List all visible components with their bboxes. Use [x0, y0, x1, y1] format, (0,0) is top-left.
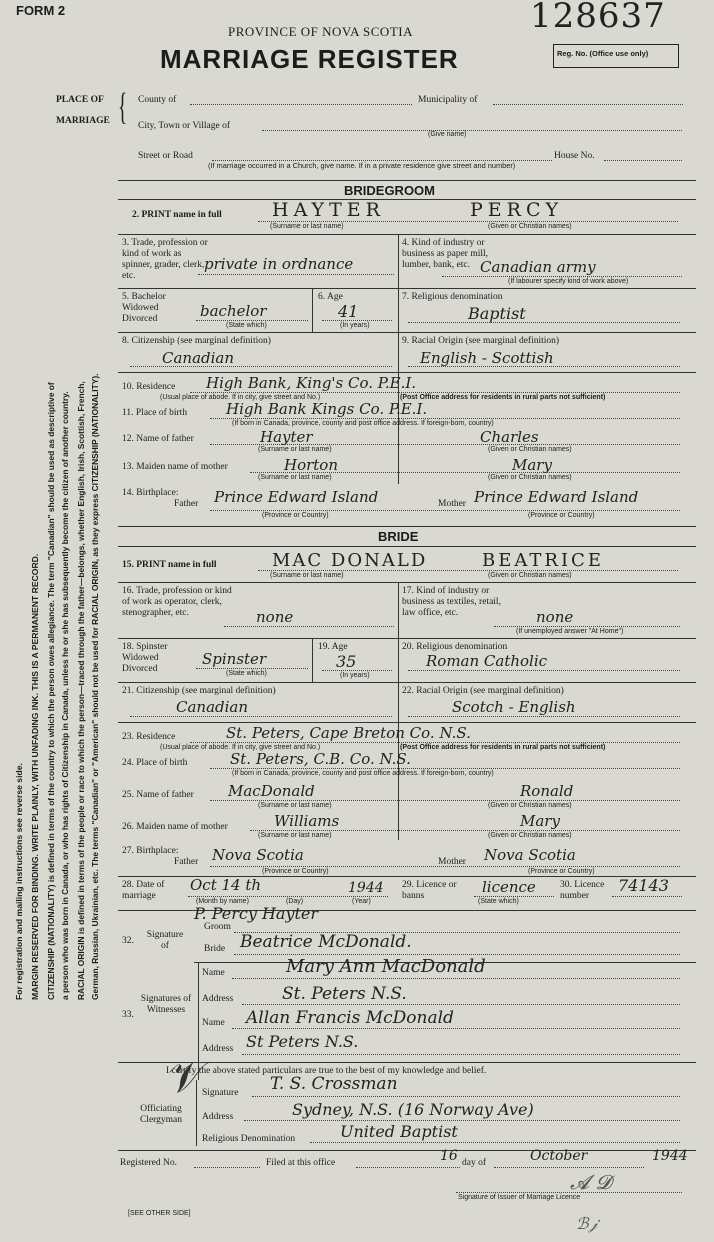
- clergy-signature-label: Signature: [202, 1088, 239, 1098]
- groom-sig-label: Groom: [204, 922, 231, 932]
- f24-label: 24. Place of birth: [122, 758, 188, 768]
- house-no-label: House No.: [554, 151, 595, 161]
- bride-mother-surname-caption: (Surname or last name): [258, 832, 332, 839]
- reg-no-label: Reg. No. (Office use only): [557, 49, 649, 58]
- bride-father-given-caption: (Given or Christian names): [488, 802, 572, 809]
- clergy-denomination: United Baptist: [340, 1122, 458, 1141]
- groom-given: PERCY: [470, 199, 564, 221]
- groom-religion: Baptist: [468, 304, 526, 323]
- bride-given: BEATRICE: [482, 550, 604, 571]
- f8-label: 8. Citizenship (see marginal definition): [122, 336, 271, 346]
- give-name-caption: (Give name): [428, 131, 467, 138]
- bride-mother-given-caption: (Given or Christian names): [488, 832, 572, 839]
- margin-racial-def-2: German, Russian, Ukrainian, etc. The terms "Canadian" or "American" should not be used for RACIAL ORIGIN, as they express CITIZENSHIP (NATIONALITY).: [90, 373, 100, 1000]
- groom-surname-caption: (Surname or last name): [270, 223, 344, 230]
- bride-father-given: Ronald: [520, 782, 574, 800]
- f28-label: 28. Date of marriage: [122, 880, 165, 901]
- bride-sig-label: Bride: [204, 944, 226, 954]
- father-given-caption: (Given or Christian names): [488, 446, 572, 453]
- f17-caption: (If unemployed answer "At Home"): [516, 628, 624, 635]
- f4-label: 4. Kind of industry or business as paper mill, lumber, bank, etc.: [402, 238, 489, 270]
- mother-surname-caption: (Surname or last name): [258, 474, 332, 481]
- f27-label: 27. Birthplace:: [122, 846, 179, 856]
- bride-surname-caption: (Surname or last name): [270, 572, 344, 579]
- witness1-name: Mary Ann MacDonald: [286, 956, 486, 977]
- f29-label: 29. Licence or banns: [402, 880, 457, 901]
- margin-racial-def: RACIAL ORIGIN is defined in terms of the people or race to which the person—traced through the father—belongs, whether English, Irish, Scottish, French,: [76, 381, 86, 1000]
- county-label: County of: [138, 95, 177, 105]
- groom-status: bachelor: [200, 302, 267, 320]
- father-bp-caption: (Province or Country): [262, 512, 329, 519]
- clergy-den-label: Religious Denomination: [202, 1134, 296, 1144]
- f14-father-word: Father: [174, 499, 199, 509]
- page-title: MARRIAGE REGISTER: [160, 44, 459, 74]
- residence-caption-b: (Post Office address for residents in rural parts not sufficient): [400, 394, 606, 401]
- bride-mother-surname: Williams: [274, 812, 340, 830]
- brace: {: [118, 86, 128, 128]
- bride-age: 35: [336, 652, 357, 671]
- bride-father-birthplace: Nova Scotia: [212, 846, 304, 864]
- groom-signature: P. Percy Hayter: [194, 904, 319, 923]
- bride-heading: BRIDE: [378, 529, 419, 544]
- f5-label: 5. Bachelor Widowed Divorced: [122, 292, 166, 324]
- marriage-label: MARRIAGE: [56, 116, 110, 126]
- form-label: FORM 2: [16, 3, 66, 18]
- bride-residence-caption-b: (Post Office address for residents in rural parts not sufficient): [400, 744, 606, 751]
- bride-industry: none: [536, 608, 574, 626]
- groom-industry: Canadian army: [480, 258, 596, 276]
- w1-address-label: Address: [202, 994, 234, 1004]
- clergy-address: Sydney, N.S. (16 Norway Ave): [292, 1100, 534, 1119]
- registered-no-label: Registered No.: [120, 1158, 177, 1168]
- groom-citizenship: Canadian: [162, 349, 235, 367]
- birth-caption: (If born in Canada, province, county and post office address. If foreign-born, country): [232, 420, 494, 427]
- margin-citizenship-def-2: a person who was born in Canada, or who has rights of Citizenship in Canada, unless he or she has subsequently become the citizen of another country.: [60, 391, 70, 1000]
- municipality-label: Municipality of: [418, 95, 478, 105]
- bride-given-caption: (Given or Christian names): [488, 572, 572, 579]
- bride-birth-caption: (If born in Canada, province, county and post office address. If foreign-born, country): [232, 770, 494, 777]
- bride-father-surname-caption: (Surname or last name): [258, 802, 332, 809]
- f21-label: 21. Citizenship (see marginal definition): [122, 686, 276, 696]
- f3-label: 3. Trade, profession or kind of work as spinner, grader, clerk, etc.: [122, 238, 208, 281]
- bride-birthplace: St. Peters, C.B. Co. N.S.: [230, 750, 411, 768]
- f32-number: 32.: [122, 936, 134, 946]
- certify-text: I certify the above stated particulars are true to the best of my knowledge and belief.: [166, 1066, 487, 1076]
- witness2-name: Allan Francis McDonald: [246, 1008, 454, 1028]
- bride-racial: Scotch - English: [452, 698, 576, 716]
- mother-given-caption: (Given or Christian names): [488, 474, 572, 481]
- residence-caption: (Usual place of abode. If in city, give street and No.): [160, 394, 321, 401]
- f20-label: 20. Religious denomination: [402, 642, 508, 652]
- f25-label: 25. Name of father: [122, 790, 194, 800]
- margin-binding-note: MARGIN RESERVED FOR BINDING. WRITE PLAINLY, WITH UNFADING INK. THIS IS A PERMANENT RECORD.: [30, 553, 40, 1000]
- witness1-address: St. Peters N.S.: [282, 984, 407, 1004]
- filed-label: Filed at this office: [266, 1158, 336, 1168]
- father-surname-caption: (Surname or last name): [258, 446, 332, 453]
- groom-mother-surname: Horton: [284, 456, 339, 474]
- see-other-side: [SEE OTHER SIDE]: [128, 1210, 191, 1217]
- f27-father-word: Father: [174, 857, 199, 867]
- city-label: City, Town or Village of: [138, 121, 230, 131]
- bride-mother-bp-caption: (Province or Country): [528, 868, 595, 875]
- place-of-label: PLACE OF: [56, 95, 104, 105]
- clergy-address-label: Address: [202, 1112, 234, 1122]
- bride-age-caption: (In years): [340, 672, 370, 679]
- groom-father-given: Charles: [480, 428, 539, 446]
- register-number: 128637: [530, 0, 666, 36]
- mother-bp-caption: (Province or Country): [528, 512, 595, 519]
- groom-given-caption: (Given or Christian names): [488, 223, 572, 230]
- f23-label: 23. Residence: [122, 732, 176, 742]
- bridegroom-heading: BRIDEGROOM: [344, 183, 435, 198]
- f18-label: 18. Spinster Widowed Divorced: [122, 642, 168, 674]
- groom-racial: English - Scottish: [420, 349, 554, 367]
- licence-number: 74143: [618, 876, 669, 895]
- marriage-year: 1944: [348, 880, 384, 896]
- f10-label: 10. Residence: [122, 382, 176, 392]
- f7-label: 7. Religious denomination: [402, 292, 503, 302]
- bride-residence: St. Peters, Cape Breton Co. N.S.: [226, 724, 471, 742]
- reg-no-box: [553, 44, 679, 68]
- f2-label: 2. PRINT name in full: [132, 210, 222, 220]
- f30-label: 30. Licence number: [560, 880, 605, 901]
- groom-trade: private in ordnance: [204, 255, 354, 273]
- groom-mother-birthplace: Prince Edward Island: [474, 488, 639, 506]
- bride-trade: none: [256, 608, 294, 626]
- bride-status: Spinster: [202, 650, 267, 668]
- bride-surname: MAC DONALD: [272, 550, 428, 571]
- margin-instructions: For registration and mailing instructions see reverse side.: [14, 763, 24, 1000]
- bride-father-bp-caption: (Province or Country): [262, 868, 329, 875]
- clergy-initial-mark: 𝒱: [168, 1052, 205, 1103]
- groom-age: 41: [338, 302, 359, 321]
- licence-or-banns: licence: [482, 878, 536, 896]
- filed-month: October: [530, 1148, 588, 1164]
- bride-status-caption: (State which): [226, 670, 267, 677]
- f13-label: 13. Maiden name of mother: [122, 462, 228, 472]
- f33-number: 33.: [122, 1010, 134, 1020]
- day-caption: (Day): [286, 898, 304, 905]
- f32-label: Signature of: [146, 930, 184, 951]
- witness-label: Signatures of Witnesses: [140, 994, 192, 1015]
- f14-mother-word: Mother: [438, 499, 466, 509]
- street-label: Street or Road: [138, 151, 193, 161]
- groom-status-caption: (State which): [226, 322, 267, 329]
- f6-label: 6. Age: [318, 292, 343, 302]
- f15-label: 15. PRINT name in full: [122, 560, 217, 570]
- month-caption: (Month by name): [196, 898, 249, 905]
- groom-age-caption: (In years): [340, 322, 370, 329]
- issuer-caption: Signature of Issuer of Marriage Licence: [458, 1194, 581, 1201]
- state-caption: (State which): [478, 898, 519, 905]
- witness2-address: St Peters N.S.: [246, 1032, 359, 1051]
- groom-surname: HAYTER: [272, 199, 385, 221]
- groom-father-surname: Hayter: [260, 428, 313, 446]
- marriage-month-day: Oct 14 th: [190, 876, 262, 894]
- f26-label: 26. Maiden name of mother: [122, 822, 228, 832]
- f14-label: 14. Birthplace:: [122, 488, 179, 498]
- day-of-label: day of: [462, 1158, 487, 1168]
- bride-residence-caption: (Usual place of abode. If in city, give street and No.): [160, 744, 321, 751]
- groom-mother-given: Mary: [512, 456, 552, 474]
- f11-label: 11. Place of birth: [122, 408, 188, 418]
- groom-birthplace: High Bank Kings Co. P.E.I.: [226, 400, 428, 418]
- groom-residence: High Bank, King's Co. P.E.I.: [206, 374, 417, 392]
- f16-label: 16. Trade, profession or kind of work as operator, clerk, stenographer, etc.: [122, 586, 232, 618]
- f22-label: 22. Racial Origin (see marginal definition): [402, 686, 564, 696]
- groom-father-birthplace: Prince Edward Island: [214, 488, 379, 506]
- place-note: (If marriage occurred in a Church, give name. If in a private residence give street and number): [208, 161, 516, 170]
- w2-address-label: Address: [202, 1044, 234, 1054]
- f9-label: 9. Racial Origin (see marginal definition): [402, 336, 560, 346]
- f19-label: 19. Age: [318, 642, 348, 652]
- province-title: PROVINCE OF NOVA SCOTIA: [228, 24, 413, 39]
- f27-mother-word: Mother: [438, 857, 466, 867]
- bride-signature: Beatrice McDonald.: [240, 932, 412, 952]
- clergy-signature: T. S. Crossman: [270, 1074, 398, 1094]
- corner-mark: ℬ𝒿: [576, 1214, 598, 1233]
- w1-name-label: Name: [202, 968, 225, 978]
- issuer-signature-mark: 𝓐 𝓓: [570, 1170, 612, 1194]
- f4-caption: (If labourer specify kind of work above): [508, 278, 629, 285]
- f17-label: 17. Kind of industry or business as textiles, retail, law office, etc.: [402, 586, 501, 618]
- margin-citizenship-def: CITIZENSHIP (NATIONALITY) is defined in terms of the country to which the person owes allegiance. The term "Canadian" should be used as descriptive of: [46, 382, 56, 1000]
- year-caption: (Year): [352, 898, 371, 905]
- f12-label: 12. Name of father: [122, 434, 194, 444]
- bride-father-surname: MacDonald: [228, 782, 315, 800]
- bride-mother-birthplace: Nova Scotia: [484, 846, 576, 864]
- bride-religion: Roman Catholic: [426, 652, 548, 670]
- bride-mother-given: Mary: [520, 812, 560, 830]
- bride-citizenship: Canadian: [176, 698, 249, 716]
- w2-name-label: Name: [202, 1018, 225, 1028]
- filed-day: 16: [440, 1148, 458, 1164]
- officiating-label: Officiating Clergyman: [139, 1104, 183, 1125]
- filed-year: 1944: [652, 1148, 688, 1164]
